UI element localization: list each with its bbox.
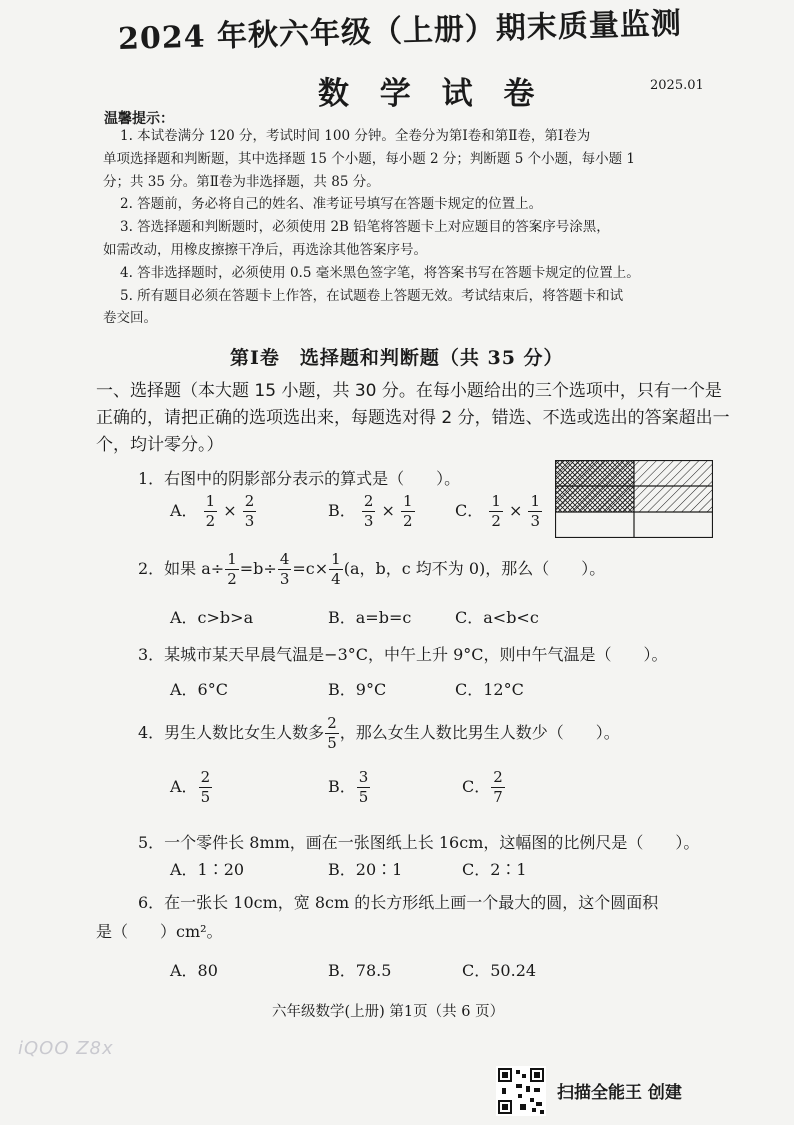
tip-line: 卷交回。 xyxy=(103,310,157,326)
question-6-option-a: A．80 xyxy=(170,961,218,980)
question-2-option-b: B．a=b=c xyxy=(328,608,412,627)
question-6-option-c: C．50.24 xyxy=(462,961,537,980)
section-title: 第Ⅰ卷 选择题和判断题（共 35 分） xyxy=(230,347,564,369)
shaded-rectangle-figure xyxy=(555,460,713,538)
exam-title: 2024 年秋六年级（上册）期末质量监测 xyxy=(117,6,683,57)
tip-line: 如需改动，用橡皮擦擦干净后，再选涂其他答案序号。 xyxy=(103,242,427,258)
qr-code-icon xyxy=(496,1066,546,1116)
page-footer: 六年级数学(上册) 第1页（共 6 页） xyxy=(272,1004,505,1020)
question-1-option-c: C． $\frac{1}{2}$ × $\frac{1}{3}$ xyxy=(455,492,541,530)
question-6-stem-line-1: 6．在一张长 10cm，宽 8cm 的长方形纸上画一个最大的圆，这个圆面积 xyxy=(138,893,659,912)
question-5-option-b: B．20∶1 xyxy=(328,860,403,879)
question-4-option-b: B． $\frac{3}{5}$ xyxy=(328,768,369,806)
exam-date: 2025.01 xyxy=(650,78,704,93)
question-6-option-b: B．78.5 xyxy=(328,961,392,980)
question-1-option-a: A． $\frac{1}{2}$ × $\frac{2}{3}$ xyxy=(170,492,255,530)
camera-watermark: iQOO Z8x xyxy=(18,1038,114,1059)
question-3-option-b: B．9°C xyxy=(328,680,387,699)
question-2-stem: 2．如果 a÷ $\frac{1}{2}$ =b÷ $\frac{4}{3}$ =c× $\frac{1}{4}$ (a，b，c 均不为 0)，那么（ ）。 xyxy=(138,550,606,588)
question-3-stem: 3．某城市某天早晨气温是−3°C，中午上升 9°C，则中午气温是（ ）。 xyxy=(138,645,668,664)
exam-subtitle: 数 学 试 卷 xyxy=(318,76,545,112)
question-3-option-a: A．6°C xyxy=(170,680,228,699)
question-1-stem: 1．右图中的阴影部分表示的算式是（ ）。 xyxy=(138,469,461,488)
scanner-credit: 扫描全能王 创建 xyxy=(557,1083,682,1103)
tip-line: 4. 答非选择题时，必须使用 0.5 毫米黑色签字笔，将答案书写在答题卡规定的位置上。 xyxy=(120,265,640,281)
question-5-option-a: A．1∶20 xyxy=(170,860,245,879)
question-4-stem: 4．男生人数比女生人数多 $\frac{2}{5}$ ，那么女生人数比男生人数少（ ）。 xyxy=(138,714,620,752)
tip-line: 分；共 35 分。第Ⅱ卷为非选择题，共 85 分。 xyxy=(103,174,380,190)
question-3-option-c: C．12°C xyxy=(455,680,524,699)
question-1-option-b: B． $\frac{2}{3}$ × $\frac{1}{2}$ xyxy=(328,492,413,530)
question-5-stem: 5．一个零件长 8mm，画在一张图纸上长 16cm，这幅图的比例尺是（ ）。 xyxy=(138,833,700,852)
section-intro: 一、选择题（本大题 15 小题，共 30 分。在每小题给出的三个选项中，只有一个是正确的，请把正确的选项选出来，每题选对得 2 分，错选、不选或选出的答案超出一个，均计零分。） xyxy=(96,381,730,455)
question-4-option-a: A． $\frac{2}{5}$ xyxy=(170,768,211,806)
question-6-stem-line-2: 是（ ）cm²。 xyxy=(96,922,223,941)
tip-line: 3. 答选择题和判断题时，必须使用 2B 铅笔将答题卡上对应题目的答案序号涂黑， xyxy=(120,219,610,235)
tip-line: 1. 本试卷满分 120 分，考试时间 100 分钟。全卷分为第Ⅰ卷和第Ⅱ卷，第Ⅰ卷为 xyxy=(120,128,591,144)
tip-line: 单项选择题和判断题，其中选择题 15 个小题，每小题 2 分；判断题 5 个小题，每小题 1 xyxy=(103,151,635,167)
tip-line: 5. 所有题目必须在答题卡上作答，在试题卷上答题无效。考试结束后，将答题卡和试 xyxy=(120,288,624,304)
tip-line: 2. 答题前，务必将自己的姓名、准考证号填写在答题卡规定的位置上。 xyxy=(120,196,543,212)
question-2-option-a: A．c>b>a xyxy=(170,608,254,627)
question-2-option-c: C．a<b<c xyxy=(455,608,539,627)
question-4-option-c: C． $\frac{2}{7}$ xyxy=(462,768,503,806)
question-5-option-c: C．2∶1 xyxy=(462,860,527,879)
tips-heading: 温馨提示： xyxy=(104,111,174,127)
